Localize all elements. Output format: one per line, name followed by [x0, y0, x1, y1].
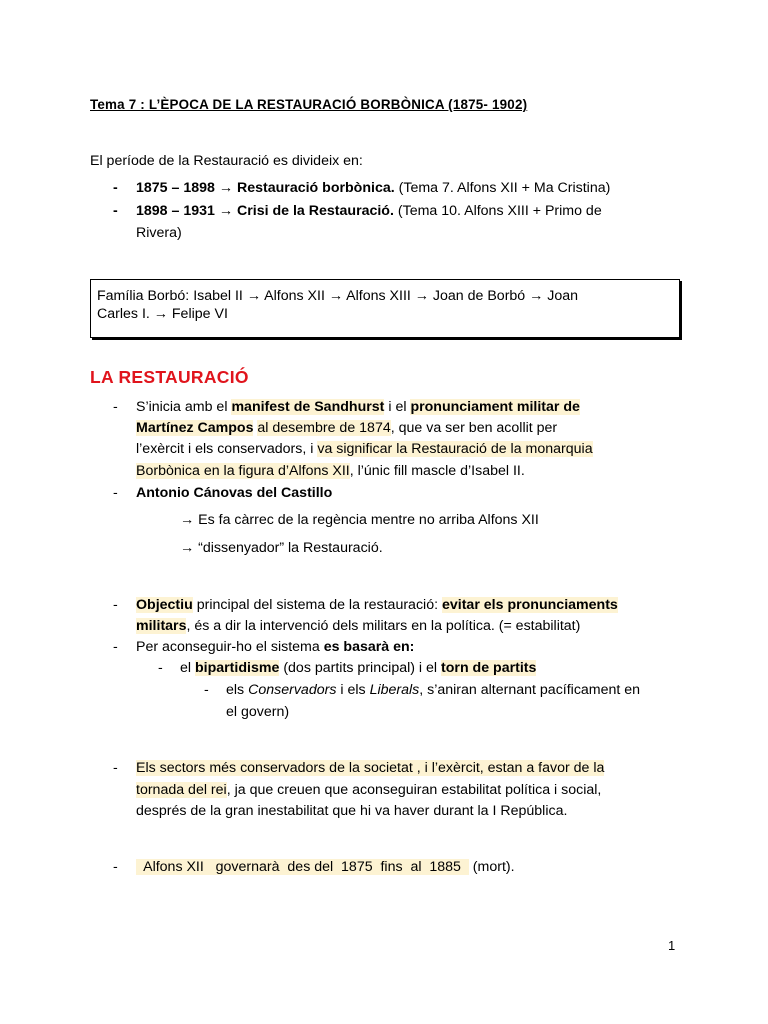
- p1-alfons-xii: Borbònica en la figura d’Alfons XII: [136, 463, 350, 479]
- p1-line-1: [136, 397, 580, 417]
- p4-tornada-rei: tornada del rei: [136, 782, 227, 798]
- p3-subsub-c: i els: [340, 682, 366, 698]
- period-2-label: Crisi de la Restauració.: [237, 203, 394, 219]
- period-1-note: (Tema 7. Alfons XII + Ma Cristina): [398, 180, 611, 196]
- p3-subsub-line-1: [226, 680, 640, 700]
- p1-text-c: i el: [388, 399, 407, 415]
- canovas-dash: -: [113, 485, 118, 501]
- canovas-item-1: → Es fa càrrec de la regència mentre no arriba Alfons XII: [180, 512, 539, 528]
- p3-conservadors: Conservadors: [248, 682, 337, 698]
- section-title: LA RESTAURACIÓ: [90, 367, 249, 387]
- p3-sub-line: [180, 658, 536, 678]
- canovas-name: Antonio Cánovas del Castillo: [136, 485, 333, 501]
- page-number: 1: [668, 938, 676, 953]
- p4-dash: -: [113, 760, 118, 776]
- family-line-2: Carles I. → Felipe VI: [97, 306, 228, 322]
- period-1-years: 1875 – 1898: [136, 180, 215, 196]
- period-1-arrow: →: [218, 180, 234, 196]
- p5-dash: -: [113, 859, 118, 875]
- p4-line-1: [136, 758, 604, 778]
- p3-text-a: Per aconseguir-ho el sistema: [136, 639, 320, 655]
- p1-text-k: , l’únic fill mascle d’Isabel II.: [349, 463, 525, 479]
- p3-liberals: Liberals: [369, 682, 420, 698]
- period-2-arrow: →: [218, 203, 234, 219]
- p5-line: [136, 857, 515, 877]
- p2-evitar: evitar els pronunciaments: [441, 597, 618, 613]
- p1-restauracio: va significar la Restauració de la monarquia: [317, 441, 593, 457]
- p1-date: al desembre de 1874: [257, 420, 391, 436]
- p2-militars: militars: [136, 618, 187, 634]
- p3-torn-de-partits: torn de partits: [441, 660, 537, 676]
- p1-line-4: [136, 461, 525, 481]
- p1-line-2: [136, 418, 557, 438]
- p1-martinez-campos: Martínez Campos: [136, 420, 254, 436]
- period-2: [136, 201, 602, 221]
- p2-text-b: principal del sistema de la restauració:: [196, 597, 439, 613]
- p5-alfons-governara: Alfons XII governarà des del 1875 fins al 1885: [136, 859, 469, 875]
- p3-sub-c: (dos partits principal) i el: [283, 660, 438, 676]
- p2-dash: -: [113, 597, 118, 613]
- p3-subsub-dash: -: [204, 682, 209, 698]
- p2-line-1: [136, 595, 618, 615]
- p4-text-c: , ja que creuen que aconseguiran estabilitat política i social,: [226, 782, 602, 798]
- p3-subsub-line-2: el govern): [226, 704, 290, 720]
- period-2-note: (Tema 10. Alfons XIII + Primo de: [397, 203, 602, 219]
- intro-text: El període de la Restauració es divideix en:: [90, 153, 363, 169]
- period-2-years: 1898 – 1931: [136, 203, 215, 219]
- p5-mort: (mort).: [472, 859, 515, 875]
- p3-sub-a: el: [180, 660, 192, 676]
- document-title: Tema 7 : L’ÈPOCA DE LA RESTAURACIÓ BORBÒNICA (1875- 1902): [90, 97, 528, 112]
- period-1-label: Restauració borbònica.: [237, 180, 395, 196]
- p4-line-2: [136, 780, 601, 800]
- p3-bipartidisme: bipartidisme: [195, 660, 280, 676]
- p4-line-3: després de la gran inestabilitat que hi va haver durant la I República.: [136, 803, 568, 819]
- p1-text-g: , que va ser ben acollit per: [390, 420, 558, 436]
- p3-basara: es basarà en:: [323, 639, 415, 655]
- p3-line-1: [136, 637, 414, 657]
- period-1-dash: -: [113, 180, 118, 196]
- p1-sandhurst: manifest de Sandhurst: [231, 399, 385, 415]
- p1-pronunciament: pronunciament militar de: [410, 399, 580, 415]
- canovas-item-2: → “dissenyador” la Restauració.: [180, 540, 383, 556]
- p2-line-2: [136, 616, 580, 636]
- p3-dash: -: [113, 639, 118, 655]
- period-1: [136, 178, 610, 198]
- p3-subsub-a: els: [226, 682, 245, 698]
- period-2-note-cont: Rivera): [136, 225, 182, 241]
- p1-dash: -: [113, 399, 118, 415]
- p1-line-3: [136, 439, 593, 459]
- p3-sub-dash: -: [158, 660, 163, 676]
- p2-text-e: , és a dir la intervenció dels militars en la política. (= estabilitat): [186, 618, 581, 634]
- p2-objectiu: Objectiu: [136, 597, 193, 613]
- p3-subsub-e: , s’aniran alternant pacíficament en: [419, 682, 641, 698]
- family-line-1: Família Borbó: Isabel II → Alfons XII → Alfons XIII → Joan de Borbó → Joan: [97, 288, 579, 304]
- p4-sectors: Els sectors més conservadors de la societat , i l’exèrcit, estan a favor de la: [136, 760, 605, 776]
- period-2-dash: -: [113, 203, 118, 219]
- p1-text-h: l’exèrcit i els conservadors, i: [136, 441, 314, 457]
- p1-text-a: S’inicia amb el: [136, 399, 228, 415]
